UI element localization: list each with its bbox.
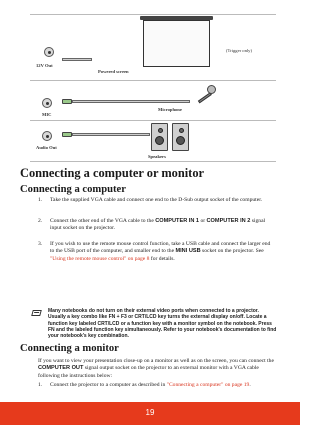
computer-step-2: Connect the other end of the VGA cable to the COMPUTER IN 1 or COMPUTER IN 2 signal input socket on the projector. xyxy=(50,218,266,232)
cable-audio-icon xyxy=(72,133,150,136)
monitor-step-1: Connect the projector to a computer as described in "Connecting a computer" on page 19. xyxy=(50,382,251,388)
step-number: 2. xyxy=(38,218,43,224)
port-computer-out: COMPUTER OUT xyxy=(38,365,84,372)
cable-12v-icon xyxy=(62,58,92,61)
section-title: Connecting a computer or monitor xyxy=(20,166,205,180)
port-mic-icon xyxy=(42,98,52,108)
divider-bottom xyxy=(30,161,276,162)
heading-connecting-computer: Connecting a computer xyxy=(20,184,126,195)
port-label-audio-out: Audio Out xyxy=(36,145,57,150)
device-label-microphone: Microphone xyxy=(158,107,182,112)
link-remote-mouse[interactable]: "Using the remote mouse control" on page 8 xyxy=(50,255,150,262)
divider-top xyxy=(30,14,276,15)
device-label-powered-screen: Powered screen xyxy=(98,69,129,74)
page-footer xyxy=(0,402,300,425)
link-connecting-computer[interactable]: "Connecting a computer" on page 19 xyxy=(166,382,250,388)
step-number: 1. xyxy=(38,197,43,203)
step-number: 3. xyxy=(38,241,43,247)
speaker-right-icon xyxy=(172,123,189,151)
computer-step-1: Take the supplied VGA cable and connect one end to the D-Sub output socket of the computer. xyxy=(50,197,263,203)
monitor-intro: If you want to view your presentation close-up on a monitor as well as on the screen, you can connect the COMPUTER OUT signal output socket on the projector to an external monitor with a VGA cable following the instructions below: xyxy=(38,358,274,379)
port-computer-in-2: COMPUTER IN 2 xyxy=(206,218,251,224)
port-12v-out-icon xyxy=(44,47,54,57)
speaker-left-icon xyxy=(151,123,168,151)
divider-row1 xyxy=(30,80,276,81)
page-number: 19 xyxy=(145,408,155,417)
device-label-speakers: Speakers xyxy=(148,154,166,159)
port-label-mic: MIC xyxy=(42,112,52,117)
powered-screen-icon xyxy=(143,20,210,67)
port-computer-in-1: COMPUTER IN 1 xyxy=(155,218,200,224)
note-text: Many notebooks do not turn on their external video ports when connected to a projector. Usually a key combo like FN + F3 or CRT/LCD key turns the external display on/off. Locate a function key labeled CRT/LCD or a function key with a monitor symbol on the notebook. Press FN and the labeled function key simultaneously. Refer to your notebook's documentation to find your notebook's key combination. xyxy=(48,308,277,340)
divider-row2 xyxy=(30,120,276,121)
trigger-note: (Trigger only) xyxy=(226,48,252,53)
cable-mic-icon xyxy=(72,100,190,103)
step-number: 1. xyxy=(38,382,43,388)
computer-step-3: If you wish to use the remote mouse control function, take a USB cable and connect the larger end to the USB port of the computer, and smaller end to the MINI USB socket on the projector. See "Using the remote mouse control" on page 8 for details. xyxy=(50,241,271,262)
port-label-12v-out: 12V Out xyxy=(36,63,53,68)
plug-audio-icon xyxy=(62,132,72,137)
microphone-icon xyxy=(207,85,216,94)
port-mini-usb: MINI USB xyxy=(175,248,201,255)
plug-mic-icon xyxy=(62,99,72,104)
port-audio-out-icon xyxy=(42,131,52,141)
note-icon xyxy=(31,310,42,316)
heading-connecting-monitor: Connecting a monitor xyxy=(20,343,119,354)
